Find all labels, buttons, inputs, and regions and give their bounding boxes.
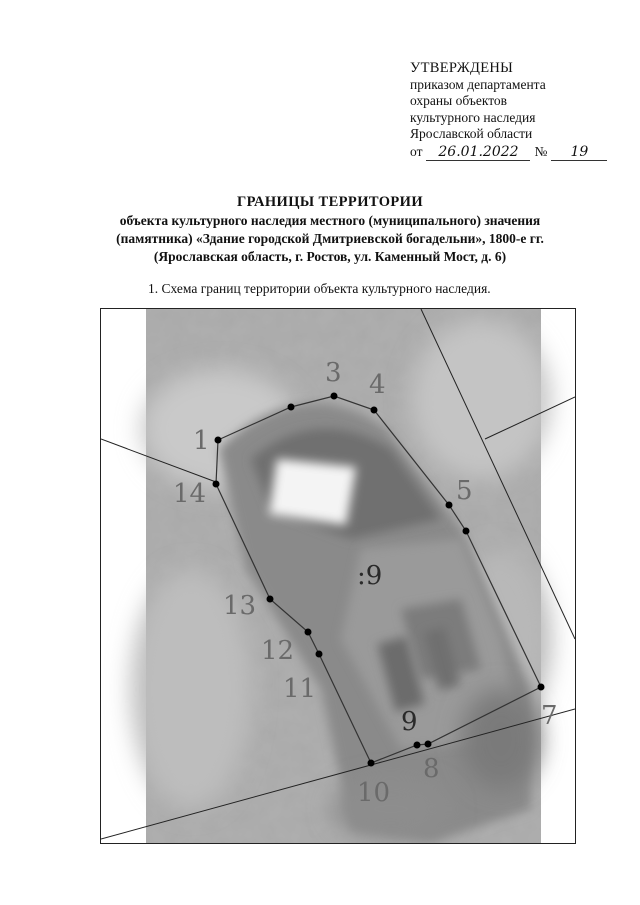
point-label-4: 4 xyxy=(369,370,386,400)
boundary-point-8 xyxy=(425,741,432,748)
point-label-8: 8 xyxy=(423,754,440,784)
point-label-13: 13 xyxy=(223,591,257,621)
document-title: ГРАНИЦЫ ТЕРРИТОРИИ xyxy=(236,194,424,210)
boundary-point-11 xyxy=(316,651,323,658)
approval-signature-row xyxy=(410,144,610,161)
point-label-14: 14 xyxy=(173,479,207,509)
point-label-3: 3 xyxy=(325,358,342,388)
approval-heading: УТВЕРЖДЕНЫ xyxy=(410,60,514,76)
boundary-point-1 xyxy=(215,437,222,444)
point-label-5: 5 xyxy=(456,476,473,506)
boundary-point-9 xyxy=(414,742,421,749)
scheme-map xyxy=(101,309,575,843)
approval-block xyxy=(410,60,610,161)
boundary-point-12 xyxy=(305,629,312,636)
boundary-point-4 xyxy=(371,407,378,414)
boundary-point-13 xyxy=(267,596,274,603)
boundary-point-2 xyxy=(288,404,295,411)
boundary-scheme xyxy=(100,308,576,844)
point-label-12: 12 xyxy=(261,636,295,666)
point-label-9: 9 xyxy=(401,707,418,737)
boundary-point-14 xyxy=(213,481,220,488)
handwritten-date: 26.01.2022 xyxy=(426,144,530,161)
approval-line-3: культурного наследия xyxy=(410,109,536,125)
boundary-point-7 xyxy=(538,684,545,691)
date-prefix: от xyxy=(410,143,423,159)
handwritten-number: 19 xyxy=(551,144,607,161)
boundary-point-10 xyxy=(368,760,375,767)
title-line-2: объекта культурного наследия местного (муниципального) значения xyxy=(119,213,541,228)
boundary-point-3 xyxy=(331,393,338,400)
approval-line-4: Ярославской области xyxy=(410,126,533,141)
approval-line-1: приказом департамента xyxy=(410,76,546,92)
title-line-4: (Ярославская область, г. Ростов, ул. Каменный Мост, д. 6) xyxy=(153,249,507,264)
point-label-7: 7 xyxy=(541,701,558,731)
point-label-10: 10 xyxy=(357,778,391,808)
approval-line-2: охраны объектов xyxy=(410,93,508,108)
object-number-label: :9 xyxy=(357,561,383,591)
point-label-1: 1 xyxy=(193,426,210,456)
number-prefix: № xyxy=(534,143,548,159)
document-title-block xyxy=(70,193,590,266)
boundary-point-6 xyxy=(463,528,470,535)
title-line-3: (памятника) «Здание городской Дмитриевской богадельни», 1800-е гг. xyxy=(116,231,544,246)
scheme-caption: 1. Схема границ территории объекта культурного наследия. xyxy=(148,281,491,296)
point-label-11: 11 xyxy=(283,674,317,704)
boundary-point-5 xyxy=(446,502,453,509)
